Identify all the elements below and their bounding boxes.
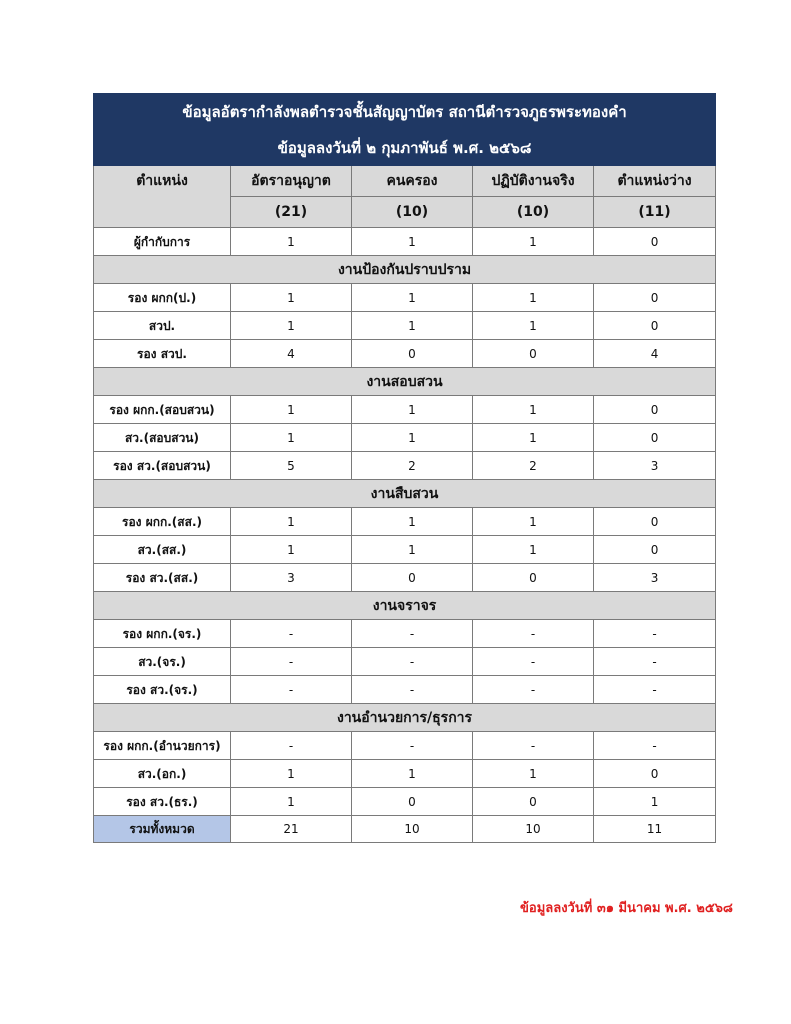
row-position-label: รอง สวป.	[94, 340, 231, 368]
cell-occupied: 1	[352, 424, 473, 452]
cell-vacant: 0	[594, 760, 716, 788]
row-position-label: รอง สว.(จร.)	[94, 676, 231, 704]
cell-occupied: -	[352, 676, 473, 704]
section-title: งานจราจร	[94, 592, 716, 620]
row-position-label: รอง ผกก.(จร.)	[94, 620, 231, 648]
cell-occupied: 1	[352, 312, 473, 340]
section-row	[94, 592, 716, 620]
table-row	[94, 676, 716, 704]
section-row	[94, 480, 716, 508]
cell-occupied: -	[352, 620, 473, 648]
row-position-label: สว.(จร.)	[94, 648, 231, 676]
cell-vacant: -	[594, 732, 716, 760]
cell-vacant: 0	[594, 284, 716, 312]
cell-occupied: 1	[352, 760, 473, 788]
header-actual-duty-count: (10)	[473, 197, 594, 228]
cell-actual-duty: 0	[473, 340, 594, 368]
total-label: รวมทั้งหมวด	[94, 816, 231, 843]
header-vacant: ตำแหน่งว่าง	[594, 166, 716, 197]
cell-actual-duty: 1	[473, 396, 594, 424]
cell-actual-duty: 2	[473, 452, 594, 480]
header-occupied: คนครอง	[352, 166, 473, 197]
total-row	[94, 816, 716, 843]
cell-occupied: 1	[352, 228, 473, 256]
cell-authorized: 1	[231, 760, 352, 788]
row-position-label: รอง สว.(ธร.)	[94, 788, 231, 816]
table-row	[94, 620, 716, 648]
cell-authorized: -	[231, 676, 352, 704]
cell-actual-duty: -	[473, 732, 594, 760]
cell-actual-duty: 1	[473, 284, 594, 312]
table-row	[94, 760, 716, 788]
cell-vacant: 0	[594, 228, 716, 256]
cell-occupied: 0	[352, 564, 473, 592]
cell-occupied: 1	[352, 508, 473, 536]
row-position-label: รอง ผกก.(สส.)	[94, 508, 231, 536]
cell-vacant: 3	[594, 564, 716, 592]
cell-vacant: -	[594, 676, 716, 704]
cell-authorized: 1	[231, 396, 352, 424]
row-position-label: สว.(สส.)	[94, 536, 231, 564]
table-row	[94, 732, 716, 760]
cell-occupied: 2	[352, 452, 473, 480]
cell-occupied: -	[352, 648, 473, 676]
cell-actual-duty: 1	[473, 424, 594, 452]
header-occupied-count: (10)	[352, 197, 473, 228]
cell-actual-duty: -	[473, 676, 594, 704]
cell-actual-duty: 1	[473, 760, 594, 788]
cell-vacant: 3	[594, 452, 716, 480]
table-row	[94, 508, 716, 536]
section-title: งานอำนวยการ/ธุรการ	[94, 704, 716, 732]
table-row	[94, 788, 716, 816]
cell-actual-duty: 1	[473, 508, 594, 536]
section-row	[94, 368, 716, 396]
cell-occupied: -	[352, 732, 473, 760]
cell-vacant: -	[594, 648, 716, 676]
total-authorized: 21	[231, 816, 352, 843]
cell-occupied: 1	[352, 284, 473, 312]
cell-vacant: 0	[594, 508, 716, 536]
cell-authorized: 1	[231, 508, 352, 536]
cell-authorized: 1	[231, 284, 352, 312]
total-occupied: 10	[352, 816, 473, 843]
total-vacant: 11	[594, 816, 716, 843]
cell-authorized: 1	[231, 788, 352, 816]
table-row	[94, 396, 716, 424]
row-position-label: รอง ผกก(ป.)	[94, 284, 231, 312]
cell-vacant: 4	[594, 340, 716, 368]
cell-vacant: 0	[594, 396, 716, 424]
header-authorized-count: (21)	[231, 197, 352, 228]
section-row	[94, 256, 716, 284]
cell-actual-duty: -	[473, 648, 594, 676]
row-position-label: สว.(สอบสวน)	[94, 424, 231, 452]
cell-actual-duty: 0	[473, 788, 594, 816]
cell-actual-duty: -	[473, 620, 594, 648]
table-row	[94, 536, 716, 564]
cell-actual-duty: 1	[473, 536, 594, 564]
section-title: งานป้องกันปราบปราม	[94, 256, 716, 284]
staffing-table	[93, 93, 716, 843]
cell-occupied: 1	[352, 536, 473, 564]
header-position: ตำแหน่ง	[94, 166, 231, 197]
row-position-label: สว.(อก.)	[94, 760, 231, 788]
cell-authorized: -	[231, 620, 352, 648]
row-position-label: ผู้กำกับการ	[94, 228, 231, 256]
table-row	[94, 228, 716, 256]
footnote-date: ข้อมูลลงวันที่ ๓๑ มีนาคม พ.ศ. ๒๕๖๘	[520, 901, 733, 916]
cell-actual-duty: 1	[473, 228, 594, 256]
table-row	[94, 284, 716, 312]
table-row	[94, 340, 716, 368]
header-position-count	[94, 197, 231, 228]
cell-actual-duty: 1	[473, 312, 594, 340]
table-row	[94, 424, 716, 452]
cell-authorized: 4	[231, 340, 352, 368]
row-position-label: รอง ผกก.(อำนวยการ)	[94, 732, 231, 760]
cell-authorized: 1	[231, 536, 352, 564]
row-position-label: รอง สว.(สส.)	[94, 564, 231, 592]
cell-authorized: 3	[231, 564, 352, 592]
cell-vacant: 0	[594, 312, 716, 340]
cell-authorized: -	[231, 648, 352, 676]
cell-authorized: 1	[231, 228, 352, 256]
table-row	[94, 648, 716, 676]
section-title: งานสอบสวน	[94, 368, 716, 396]
header-actual-duty: ปฏิบัติงานจริง	[473, 166, 594, 197]
cell-occupied: 1	[352, 396, 473, 424]
total-actual-duty: 10	[473, 816, 594, 843]
table-title-line1: ข้อมูลอัตรากำลังพลตำรวจชั้นสัญญาบัตร สถานีตำรวจภูธรพระทองคำ	[94, 94, 716, 131]
table-row	[94, 312, 716, 340]
row-position-label: รอง สว.(สอบสวน)	[94, 452, 231, 480]
cell-vacant: 0	[594, 536, 716, 564]
header-count-row	[94, 197, 716, 228]
cell-authorized: 5	[231, 452, 352, 480]
table-row	[94, 452, 716, 480]
row-position-label: สวป.	[94, 312, 231, 340]
cell-authorized: 1	[231, 312, 352, 340]
cell-actual-duty: 0	[473, 564, 594, 592]
section-row	[94, 704, 716, 732]
section-title: งานสืบสวน	[94, 480, 716, 508]
table-row	[94, 564, 716, 592]
cell-occupied: 0	[352, 788, 473, 816]
header-row	[94, 166, 716, 197]
cell-authorized: 1	[231, 424, 352, 452]
header-authorized: อัตราอนุญาต	[231, 166, 352, 197]
row-position-label: รอง ผกก.(สอบสวน)	[94, 396, 231, 424]
cell-authorized: -	[231, 732, 352, 760]
cell-vacant: 0	[594, 424, 716, 452]
cell-occupied: 0	[352, 340, 473, 368]
cell-vacant: -	[594, 620, 716, 648]
cell-vacant: 1	[594, 788, 716, 816]
header-vacant-count: (11)	[594, 197, 716, 228]
table-title-line2: ข้อมูลลงวันที่ ๒ กุมภาพันธ์ พ.ศ. ๒๕๖๘	[94, 131, 716, 166]
